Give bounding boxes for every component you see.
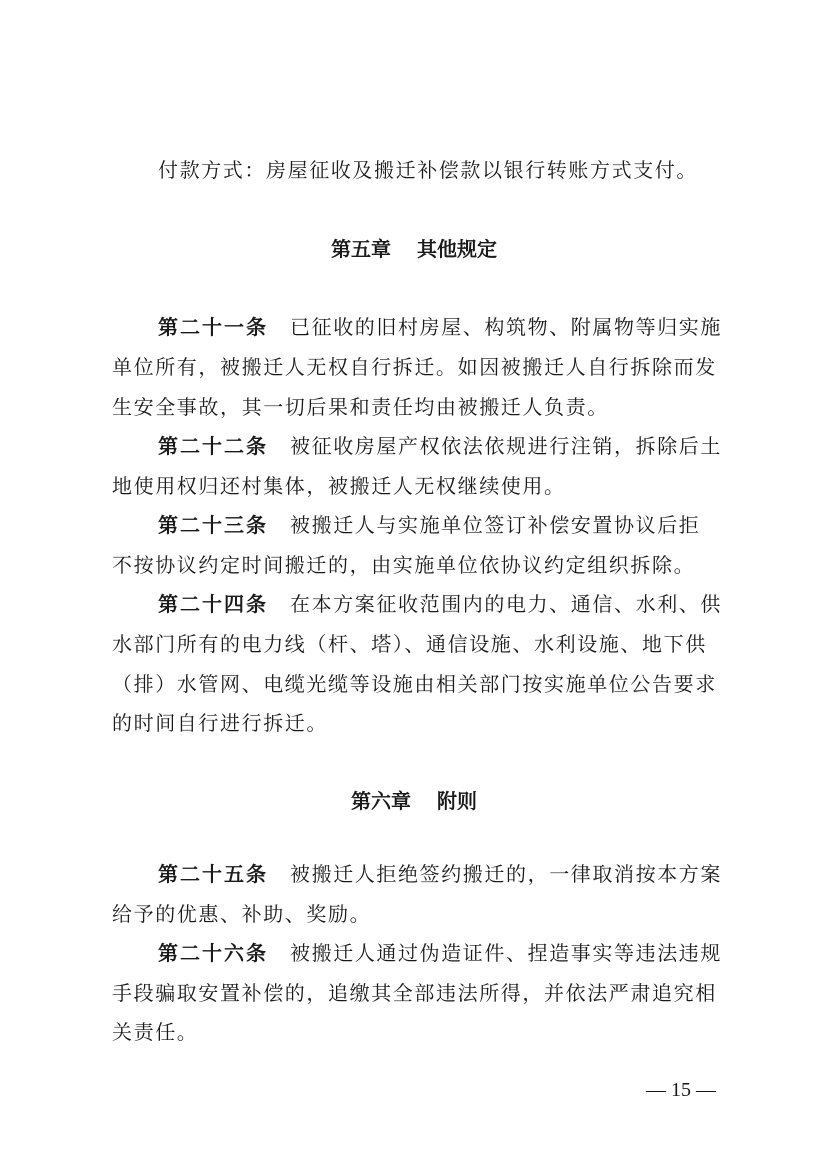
article-24-text-1: 在本方案征收范围内的电力、通信、水利、供 bbox=[290, 592, 722, 616]
article-26-line-3: 关责任。 bbox=[112, 1020, 199, 1044]
article-25-label: 第二十五条 bbox=[158, 862, 268, 886]
article-23-line-2: 不按协议约定时间搬迁的，由实施单位依协议约定组织拆除。 bbox=[112, 553, 696, 577]
article-21-text-1: 已征收的旧村房屋、构筑物、附属物等归实施 bbox=[290, 315, 722, 339]
article-24-line-3: （排）水管网、电缆光缆等设施由相关部门按实施单位公告要求 bbox=[112, 672, 717, 696]
chapter-5-title bbox=[0, 235, 828, 263]
article-26-line-1 bbox=[158, 939, 724, 967]
article-21-line-1 bbox=[158, 313, 724, 341]
article-24-line-1 bbox=[158, 590, 724, 618]
article-23-label: 第二十三条 bbox=[158, 513, 268, 537]
article-22-line-2: 地使用权归还村集体，被搬迁人无权继续使用。 bbox=[112, 474, 566, 498]
article-23-line-1 bbox=[158, 511, 724, 539]
chapter-6-name: 附则 bbox=[437, 789, 477, 813]
chapter-5-name: 其他规定 bbox=[417, 237, 497, 261]
article-22-line-1 bbox=[158, 432, 724, 460]
article-26-label: 第二十六条 bbox=[158, 941, 268, 965]
article-26-line-2: 手段骗取安置补偿的，追缴其全部违法所得，并依法严肃追究相 bbox=[112, 981, 717, 1005]
article-26-text-1: 被搬迁人通过伪造证件、捏造事实等违法违规 bbox=[290, 941, 722, 965]
article-22-text-1: 被征收房屋产权依法依规进行注销，拆除后土 bbox=[290, 434, 722, 458]
article-22-label: 第二十二条 bbox=[158, 434, 268, 458]
article-24-line-4: 的时间自行进行拆迁。 bbox=[112, 711, 328, 735]
article-21-line-2: 单位所有，被搬迁人无权自行拆迁。如因被搬迁人自行拆除而发 bbox=[112, 355, 717, 379]
payment-method-text: 付款方式：房屋征收及搬迁补偿款以银行转账方式支付。 bbox=[158, 158, 698, 182]
article-25-text-1: 被搬迁人拒绝签约搬迁的，一律取消按本方案 bbox=[290, 862, 722, 886]
article-25-line-2: 给予的优惠、补助、奖励。 bbox=[112, 902, 372, 926]
article-25-line-1 bbox=[158, 860, 724, 888]
article-23-text-1: 被搬迁人与实施单位签订补偿安置协议后拒 bbox=[290, 513, 701, 537]
article-21-label: 第二十一条 bbox=[158, 315, 268, 339]
page-number: — 15 — bbox=[646, 1079, 716, 1101]
article-24-line-2: 水部门所有的电力线（杆、塔）、通信设施、水利设施、地下供 bbox=[112, 632, 707, 656]
article-21-line-3: 生安全事故，其一切后果和责任均由被搬迁人负责。 bbox=[112, 395, 609, 419]
chapter-5-number: 第五章 bbox=[331, 237, 391, 261]
chapter-6-title bbox=[0, 787, 828, 815]
chapter-6-number: 第六章 bbox=[351, 789, 411, 813]
article-24-label: 第二十四条 bbox=[158, 592, 268, 616]
